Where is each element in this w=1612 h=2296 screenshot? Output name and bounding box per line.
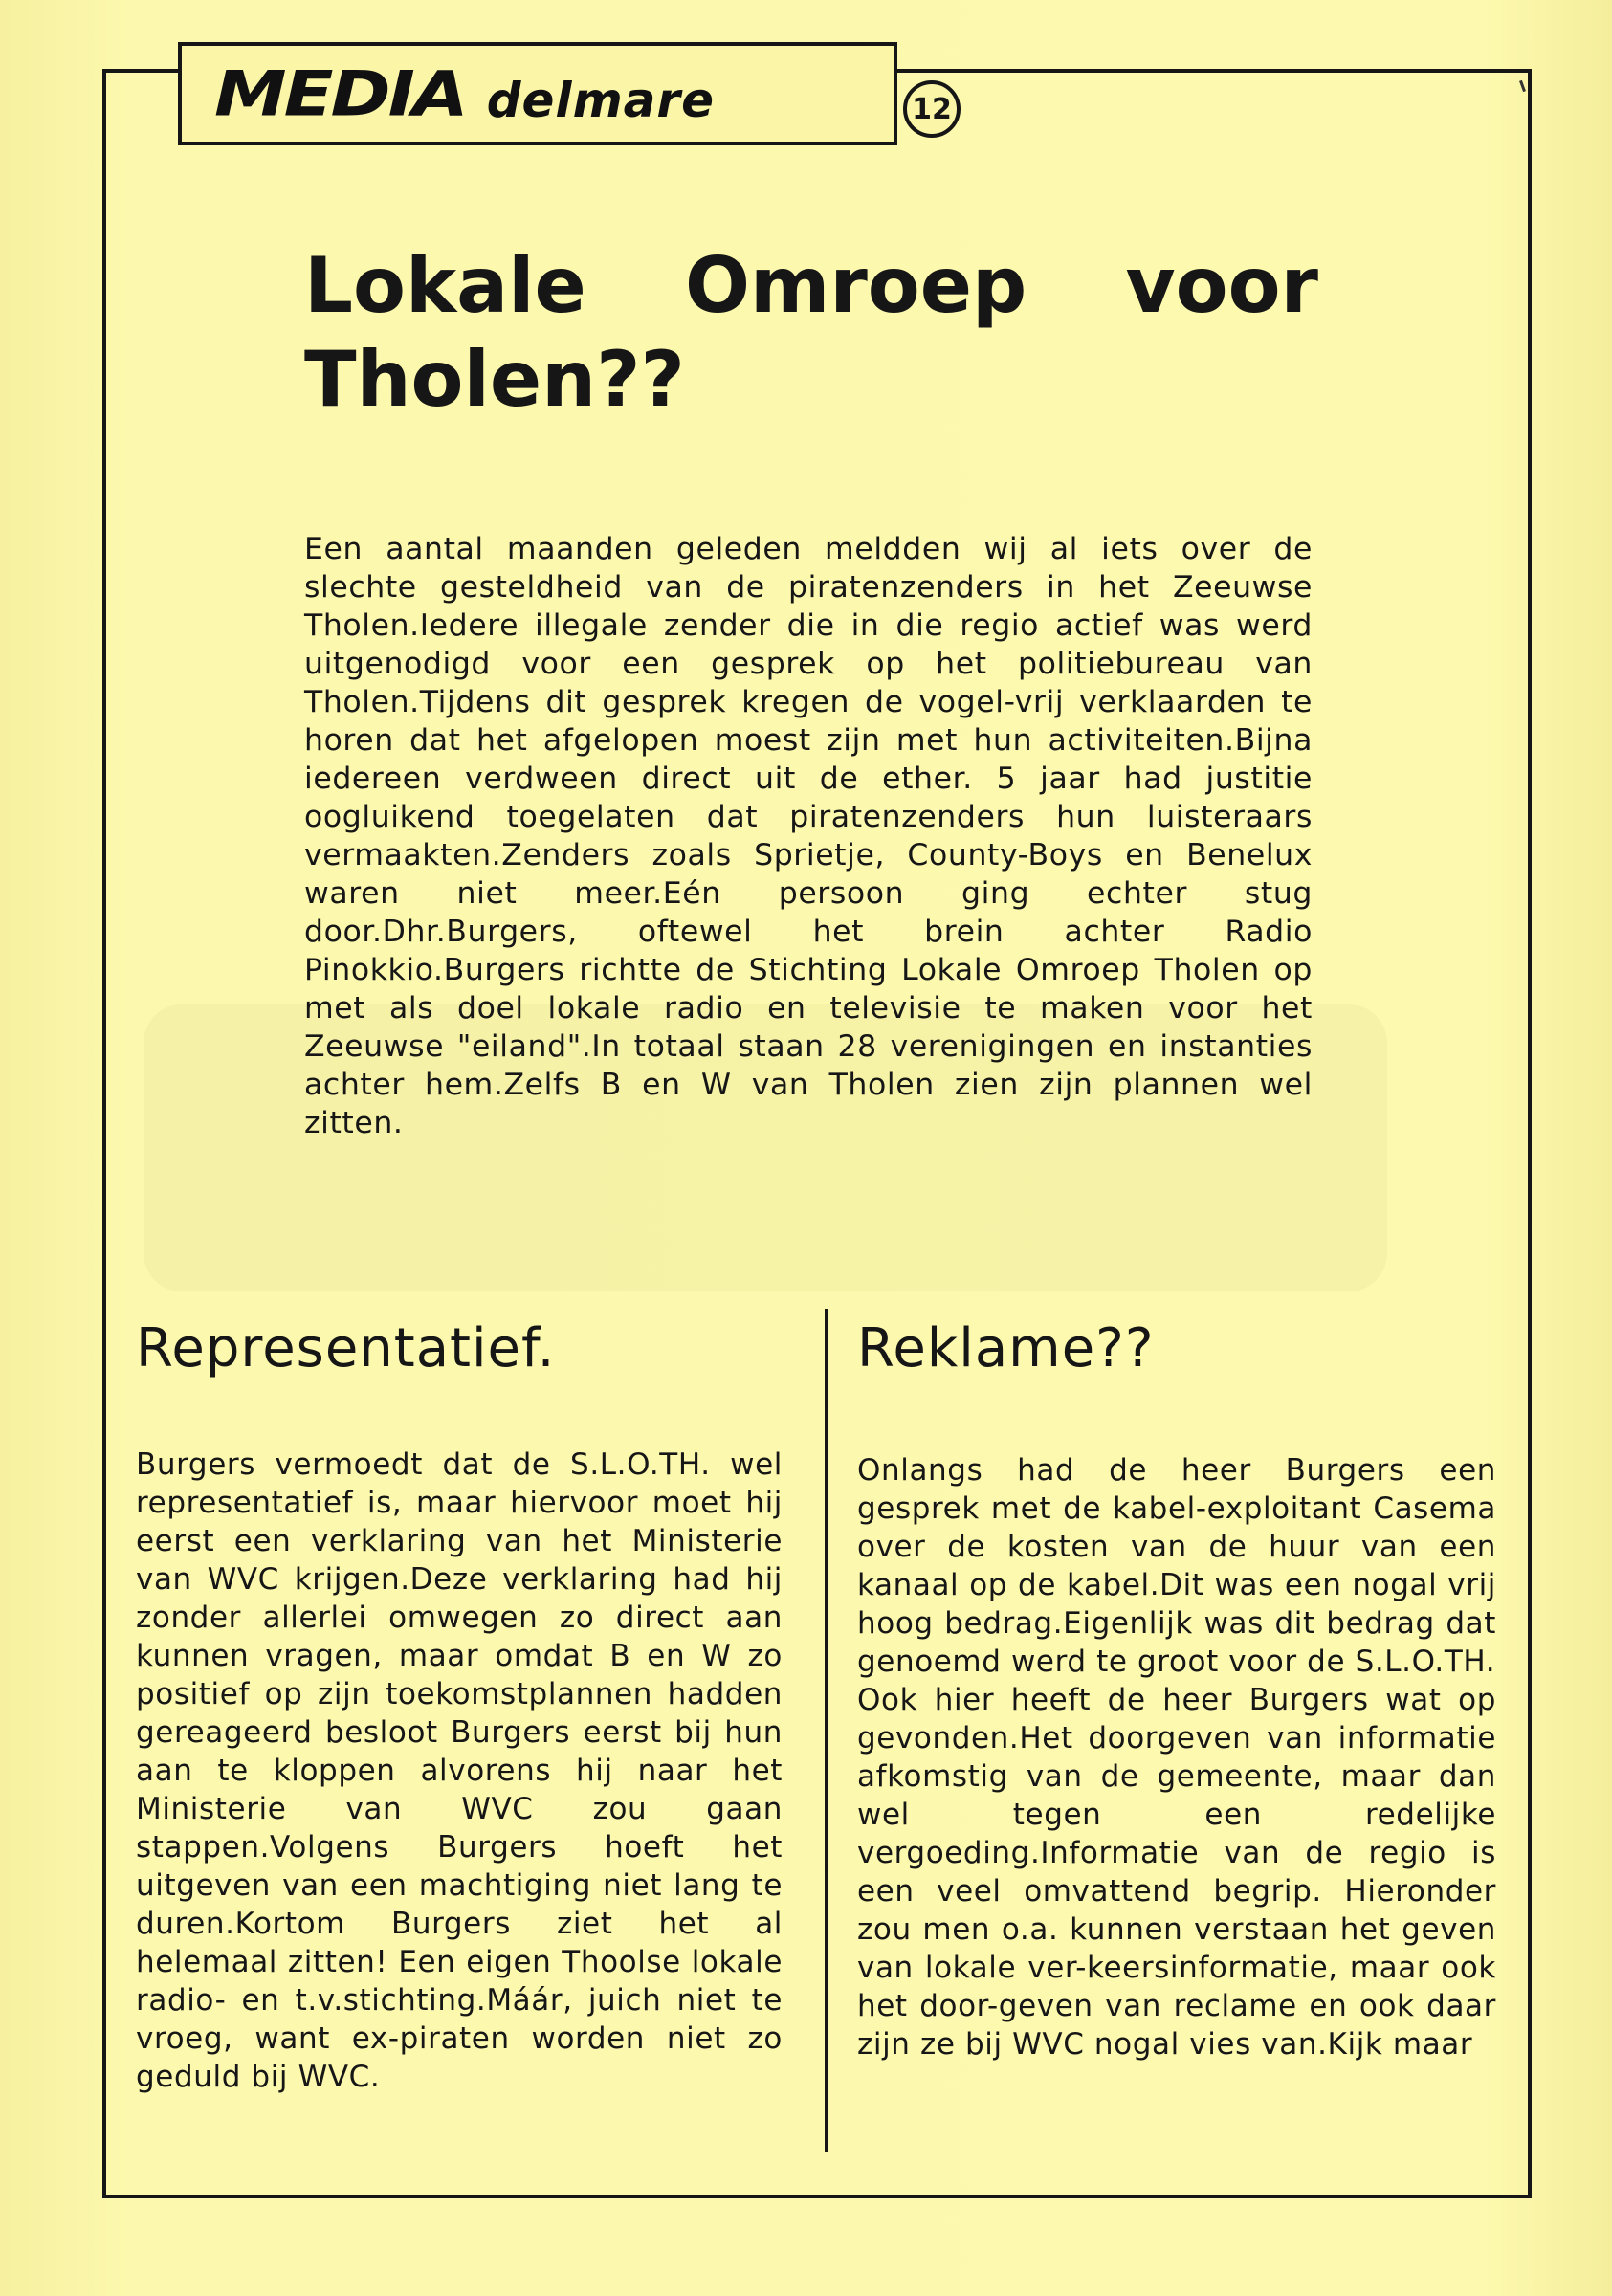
right-column-body-1: Onlangs had de heer Burgers een gesprek met de kabel-exploitant Casema over de kosten van de huur van een kanaal op de kabel.Dit was een nogal vrij hoog bedrag.Eigenlijk was dit bedrag dat genoemd werd te groot voor de S.L.O.TH. bbox=[857, 1453, 1496, 1679]
masthead bbox=[178, 42, 897, 145]
headline-line-1 bbox=[304, 239, 1318, 333]
article-intro: Een aantal maanden geleden meldden wij al iets over de slechte gesteldheid van de piratenzenders in het Zeeuwse Tholen.Iedere illegale zender die in die regio actief was werd uitgenodigd voor een gesprek op het politiebureau van Tholen.Tijdens dit gesprek kregen de vogel-vrij verklaarden te horen dat het afgelopen moest zijn met hun activiteiten.Bijna iedereen verdween direct uit de ether. 5 jaar had justitie oogluikend toegelaten dat piratenzenders hun luisteraars vermaakten.Zenders zoals Sprietje, County-Boys en Benelux waren niet meer.Eén persoon ging echter stug door.Dhr.Burgers, oftewel het brein achter Radio Pinokkio.Burgers richtte de Stichting Lokale Omroep Tholen op met als doel lokale radio en televisie te maken voor het Zeeuwse "eiland".In totaal staan 28 verenigingen en instanties achter hem.Zelfs B en W van Tholen zien zijn plannen wel zitten. bbox=[304, 532, 1313, 1140]
right-column bbox=[857, 1315, 1496, 2064]
headline-line-2: Tholen?? bbox=[304, 335, 685, 424]
article-headline bbox=[304, 239, 1318, 427]
left-column bbox=[136, 1315, 783, 2096]
headline-word-3: voor bbox=[1125, 241, 1318, 330]
left-column-body: Burgers vermoedt dat de S.L.O.TH. wel representatief is, maar hiervoor moet hij eerst een verklaring van het Ministerie van WVC krijgen.Deze verklaring had hij zonder allerlei omwegen zo direct aan kunnen vragen, maar omdat B en W zo positief op zijn toekomstplannen hadden gereageerd besloot Burgers eerst bij hun aan te kloppen alvorens hij naar het Ministerie van WVC zou gaan stappen.Volgens Burgers hoeft het uitgeven van een machtiging niet lang te duren.Kortom Burgers ziet het al helemaal zitten! Een eigen Thoolse lokale radio- en t.v.stichting.Máár, juich niet te vroeg, want ex-piraten worden niet zo geduld bij WVC. bbox=[136, 1447, 783, 2094]
masthead-subtitle: delmare bbox=[486, 73, 715, 128]
headline-word-2: Omroep bbox=[684, 241, 1027, 330]
page-number-badge: 12 bbox=[903, 80, 961, 138]
left-column-heading: Representatief. bbox=[136, 1317, 556, 1380]
headline-word-1: Lokale bbox=[304, 241, 586, 330]
right-column-heading: Reklame?? bbox=[857, 1317, 1155, 1380]
column-divider bbox=[825, 1309, 828, 2152]
masthead-brand: MEDIA bbox=[214, 56, 466, 130]
right-column-body-2: Ook hier heeft de heer Burgers wat op gevonden.Het doorgeven van informatie afkomstig van de gemeente, maar dan wel tegen een redelijke vergoeding.Informatie van de regio is een veel omvattend begrip. Hieronder zou men o.a. kunnen verstaan het geven van lokale ver-keersinformatie, maar ook het door-geven van reclame en ook daar zijn ze bij WVC nogal vies van.Kijk maar bbox=[857, 1683, 1496, 2062]
